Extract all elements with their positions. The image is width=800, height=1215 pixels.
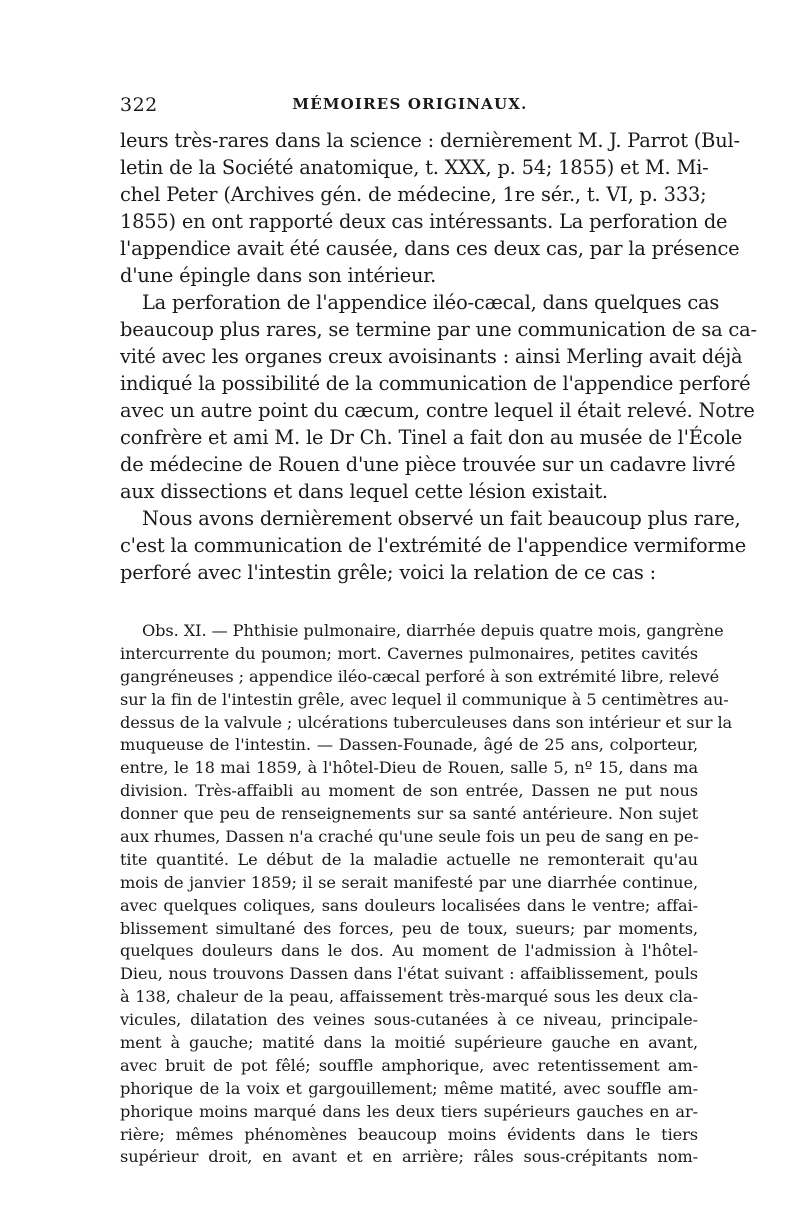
observation-text — [120, 620, 733, 1169]
text-line: aux dissections et dans lequel cette lésion existait. — [120, 480, 608, 503]
text-line: letin de la Société anatomique, t. XXX, p. 54; 1855) et M. Mi- — [120, 156, 709, 179]
main-text — [120, 127, 757, 586]
text-line: rière; mêmes phénomènes beaucoup moins évidents dans le tiers — [120, 1124, 698, 1144]
text-line: entre, le 18 mai 1859, à l'hôtel-Dieu de Rouen, salle 5, nº 15, dans ma — [120, 758, 698, 778]
text-line: avec un autre point du cæcum, contre lequel il était relevé. Notre — [120, 399, 755, 422]
text-line: muqueuse de l'intestin. — Dassen-Founade, âgé de 25 ans, colporteur, — [120, 735, 698, 755]
text-line: à 138, chaleur de la peau, affaissement très-marqué sous les deux cla- — [120, 987, 698, 1007]
text-line: avec bruit de pot fêlé; souffle amphorique, avec retentissement am- — [120, 1055, 698, 1075]
text-line: quelques douleurs dans le dos. Au moment de l'admission à l'hôtel- — [120, 941, 698, 961]
text-line: tite quantité. Le début de la maladie actuelle ne remonterait qu'au — [120, 849, 698, 869]
text-line: Dieu, nous trouvons Dassen dans l'état suivant : affaiblissement, pouls — [120, 964, 698, 984]
text-line: confrère et ami M. le Dr Ch. Tinel a fait don au musée de l'École — [120, 426, 743, 449]
text-line: beaucoup plus rares, se termine par une communication de sa ca- — [120, 318, 757, 341]
text-line: mois de janvier 1859; il se serait manifesté par une diarrhée continue, — [120, 872, 698, 892]
text-line: leurs très-rares dans la science : dernièrement M. J. Parrot (Bul- — [120, 129, 740, 152]
text-line: sur la fin de l'intestin grêle, avec lequel il communique à 5 centimètres au- — [120, 689, 729, 709]
text-line: vité avec les organes creux avoisinants : ainsi Merling avait déjà — [120, 345, 743, 368]
text-line: dessus de la valvule ; ulcérations tuberculeuses dans son intérieur et sur la — [120, 712, 733, 732]
text-line: supérieur droit, en avant et en arrière; râles sous-crépitants nom- — [120, 1147, 698, 1167]
text-line: aux rhumes, Dassen n'a craché qu'une seule fois un peu de sang en pe- — [120, 827, 699, 847]
text-line: Obs. XI. — Phthisie pulmonaire, diarrhée depuis quatre mois, gangrène — [142, 621, 724, 640]
text-line: intercurrente du poumon; mort. Cavernes pulmonaires, petites cavités — [120, 643, 698, 663]
text-line: vicules, dilatation des veines sous-cutanées à ce niveau, principale- — [120, 1010, 698, 1030]
text-line: 1855) en ont rapporté deux cas intéressants. La perforation de — [120, 210, 728, 233]
text-line: Nous avons dernièrement observé un fait beaucoup plus rare, — [142, 507, 741, 530]
text-line: indiqué la possibilité de la communication de l'appendice perforé — [120, 372, 751, 395]
page-header — [120, 94, 700, 118]
text-line: de médecine de Rouen d'une pièce trouvée sur un cadavre livré — [120, 453, 736, 476]
text-line: perforé avec l'intestin grêle; voici la relation de ce cas : — [120, 561, 656, 584]
page-number: 322 — [120, 94, 158, 116]
text-line: division. Très-affaibli au moment de son entrée, Dassen ne put nous — [120, 781, 698, 801]
text-line: avec quelques coliques, sans douleurs localisées dans le ventre; affai- — [120, 895, 698, 915]
text-line: donner que peu de renseignements sur sa santé antérieure. Non sujet — [120, 804, 698, 824]
text-line: La perforation de l'appendice iléo-cæcal, dans quelques cas — [142, 291, 720, 314]
running-title: MÉMOIRES ORIGINAUX. — [292, 95, 528, 113]
text-line: d'une épingle dans son intérieur. — [120, 264, 437, 287]
text-line: phorique de la voix et gargouillement; même matité, avec souffle am- — [120, 1078, 698, 1098]
text-line: gangréneuses ; appendice iléo-cæcal perforé à son extrémité libre, relevé — [120, 666, 720, 686]
text-line: blissement simultané des forces, peu de toux, sueurs; par moments, — [120, 918, 698, 938]
text-line: l'appendice avait été causée, dans ces deux cas, par la présence — [120, 237, 740, 260]
text-line: c'est la communication de l'extrémité de l'appendice vermiforme — [120, 534, 746, 557]
text-line: chel Peter (Archives gén. de médecine, 1re sér., t. VI, p. 333; — [120, 183, 707, 206]
text-line: ment à gauche; matité dans la moitié supérieure gauche en avant, — [120, 1033, 698, 1053]
text-line: phorique moins marqué dans les deux tiers supérieurs gauches en ar- — [120, 1101, 698, 1121]
